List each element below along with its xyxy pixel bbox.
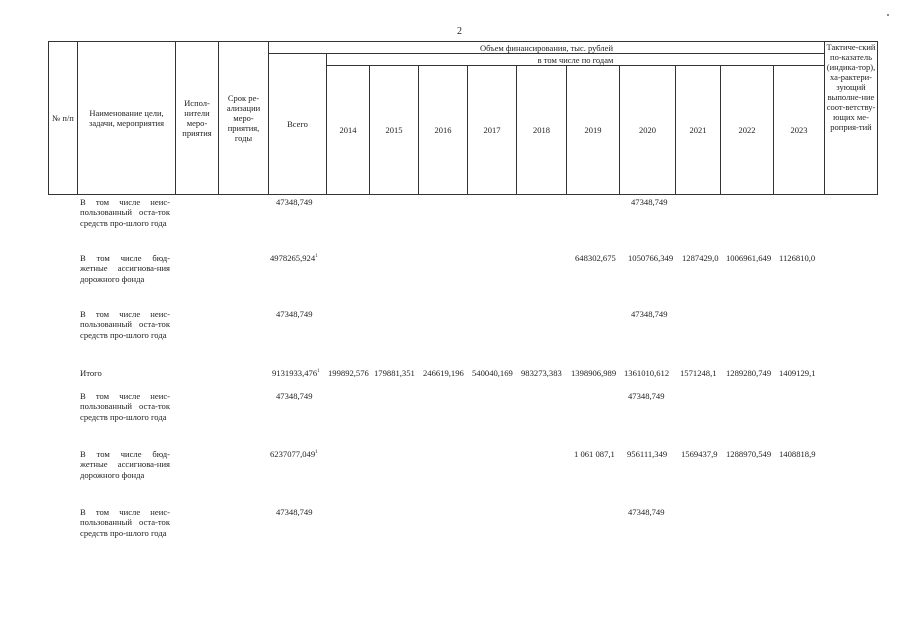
row-value: 246619,196 xyxy=(423,368,464,378)
header-col-exec: Испол-нители меро-приятия xyxy=(176,42,219,195)
row-value: 1569437,9 xyxy=(681,449,718,459)
row-label: В том числе неис-пользованный оста-ток средств про-шлого года xyxy=(80,391,170,422)
row-total: 4978265,924$^1$ xyxy=(270,253,318,263)
row-value: 956111,349 xyxy=(627,449,668,459)
row-total: 47348,749 xyxy=(276,507,313,517)
header-year: 2015 xyxy=(370,66,419,195)
row-value: 1409129,1 xyxy=(779,368,816,378)
row-total: 47348,749 xyxy=(276,391,313,401)
row-value: 47348,749 xyxy=(628,391,665,401)
header-year: 2022 xyxy=(721,66,774,195)
row-value: 540040,169 xyxy=(472,368,513,378)
row-total: 9131933,476$^1$ xyxy=(272,368,320,378)
row-label: В том числе бюд-жетные ассигнова-ния дорожного фонда xyxy=(80,253,170,284)
header-col-name: Наименование цели, задачи, мероприятия xyxy=(78,42,176,195)
row-value: 1287429,0 xyxy=(682,253,719,263)
row-label: Итого xyxy=(80,368,102,378)
header-year: 2020 xyxy=(620,66,676,195)
header-table xyxy=(48,41,878,195)
header-col-no: № п/п xyxy=(49,42,78,195)
row-value: 1126810,0 xyxy=(779,253,816,263)
row-label: В том числе бюд-жетные ассигнова-ния дорожного фонда xyxy=(80,449,170,480)
page-number: 2 xyxy=(457,26,462,37)
header-col-indicator: Тактиче-ский по-казатель (индика-тор), ха-рактери-зующий выполне-ние соот-ветству-ющих ме-роприя-тий xyxy=(825,42,878,195)
row-total: 47348,749 xyxy=(276,197,313,207)
row-value: 1289280,749 xyxy=(726,368,772,378)
row-value: 1050766,349 xyxy=(628,253,674,263)
header-year: 2016 xyxy=(419,66,468,195)
header-year: 2018 xyxy=(517,66,567,195)
header-year: 2023 xyxy=(774,66,825,195)
header-col-term: Срок ре-ализации меро-приятия, годы xyxy=(219,42,269,195)
header-year: 2019 xyxy=(567,66,620,195)
row-total: 47348,749 xyxy=(276,309,313,319)
row-value: 47348,749 xyxy=(628,507,665,517)
header-financing: Объем финансирования, тыс. рублей xyxy=(269,42,825,54)
row-value: 1 061 087,1 xyxy=(574,449,615,459)
row-value: 1571248,1 xyxy=(680,368,717,378)
row-value: 1361010,612 xyxy=(624,368,670,378)
header-col-total: Всего xyxy=(269,54,327,195)
header-year: 2017 xyxy=(468,66,517,195)
header-year: 2014 xyxy=(327,66,370,195)
row-value: 648302,675 xyxy=(575,253,616,263)
row-label: В том числе неис-пользованный оста-ток средств про-шлого года xyxy=(80,309,170,340)
row-label: В том числе неис-пользованный оста-ток средств про-шлого года xyxy=(80,507,170,538)
row-value: 199892,576 xyxy=(328,368,369,378)
scan-speck xyxy=(887,14,889,16)
row-value: 1408818,9 xyxy=(779,449,816,459)
row-value: 179881,351 xyxy=(374,368,415,378)
row-total: 6237077,049$^1$ xyxy=(270,449,318,459)
row-value: 1398906,989 xyxy=(571,368,617,378)
header-by-years: в том числе по годам xyxy=(327,54,825,66)
header-year: 2021 xyxy=(676,66,721,195)
row-value: 1006961,649 xyxy=(726,253,772,263)
row-label: В том числе неис-пользованный оста-ток средств про-шлого года xyxy=(80,197,170,228)
row-value: 47348,749 xyxy=(631,309,668,319)
row-value: 1288970,549 xyxy=(726,449,772,459)
row-value: 47348,749 xyxy=(631,197,668,207)
row-value: 983273,383 xyxy=(521,368,562,378)
